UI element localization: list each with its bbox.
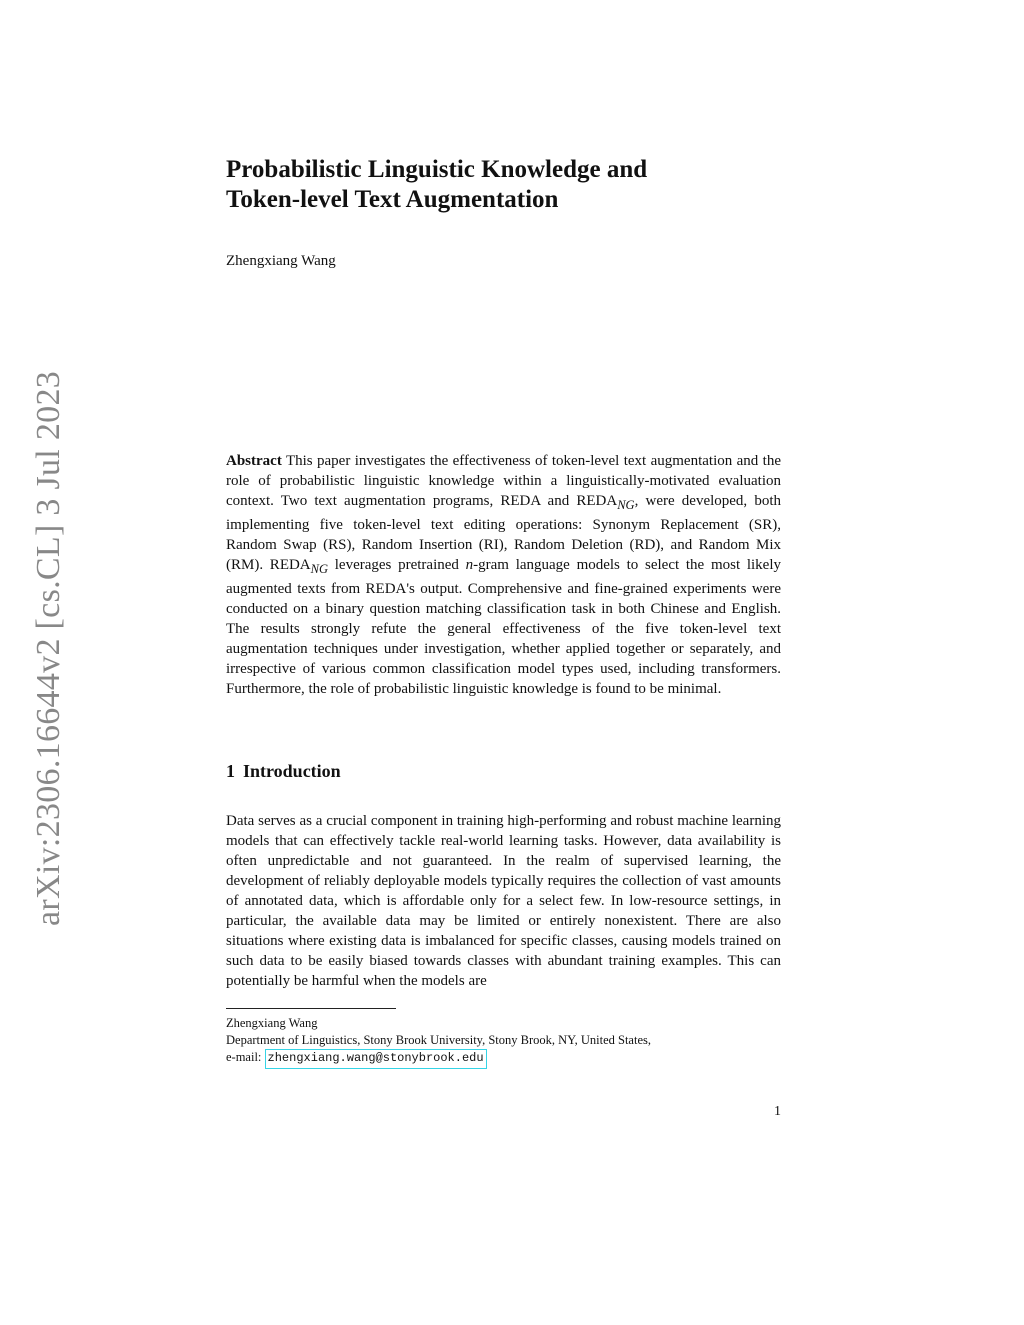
author-email-link[interactable]: zhengxiang.wang@stonybrook.edu (265, 1049, 487, 1069)
abstract (226, 451, 781, 699)
paper-title (226, 155, 786, 215)
abstract-text-part-4: -gram language models to select the most likely augmented texts from REDA's output. Comprehensive and fine-grained experiments were conducted on a binary question matching classification task in both Chinese and English. The results strongly refute the general effectiveness of the five token-level text augmentation techniques under investigation, whether applied together or separately, and irrespective of various common classification model types used, including transformers. Furthermore, the role of probabilistic linguistic knowledge is found to be minimal. (226, 557, 782, 697)
abstract-text-part-2: , were developed, both implementing five token-level text editing operations: Synonym Replacement (SR), Random Swap (RS), Random Insertion (RI), Random Deletion (RD), and Random Mix (RM). REDA (226, 493, 781, 573)
arxiv-identifier-text: arXiv:2306.16644v2 [cs.CL] 3 Jul 2023 (30, 370, 67, 926)
footnote-email-line (226, 1049, 786, 1067)
abstract-text-part-1: This paper investigates the effectiveness of token-level text augmentation and the role of probabilistic linguistic knowledge within a linguistically-motivated evaluation context. Two text augmentation programs, REDA and REDA (226, 453, 781, 509)
footnote-affiliation: Department of Linguistics, Stony Brook University, Stony Brook, NY, United States, (226, 1033, 651, 1047)
introduction-paragraph: Data serves as a crucial component in training high-performing and robust machine learning models that can effectively tackle real-world learning tasks. However, data availability is often unpredictable and not guaranteed. In the realm of supervised learning, the development of reliably deployable models typically requires the collection of vast amounts of annotated data, which is affordable only for a select few. In low-resource settings, in particular, the available data may be limited or entirely nonexistent. There are also situations where existing data is imbalanced for specific classes, causing models trained on such data to be easily biased towards classes with abundant training examples. This can potentially be harmful when the models are (226, 813, 781, 989)
abstract-text-part-3: leverages pretrained (328, 557, 466, 573)
section-number: 1 (226, 761, 235, 781)
footnote-author-name: Zhengxiang Wang (226, 1016, 318, 1030)
footnote-divider (226, 1008, 396, 1009)
arxiv-identifier-stamp (28, 370, 68, 926)
author-footnote (226, 1015, 786, 1067)
page-number: 1 (774, 1104, 781, 1119)
abstract-subscript-1: NG (617, 498, 635, 512)
section-title: Introduction (243, 761, 341, 781)
abstract-italic-n: n (465, 557, 474, 573)
abstract-subscript-2: NG (310, 562, 329, 576)
author-name: Zhengxiang Wang (226, 253, 336, 269)
paper-title-line-1: Probabilistic Linguistic Knowledge and (226, 156, 648, 183)
footnote-email-label: e-mail: (226, 1050, 262, 1064)
section-heading-introduction (226, 761, 341, 782)
paper-title-line-2: Token-level Text Augmentation (226, 186, 559, 213)
abstract-label: Abstract (226, 453, 282, 469)
